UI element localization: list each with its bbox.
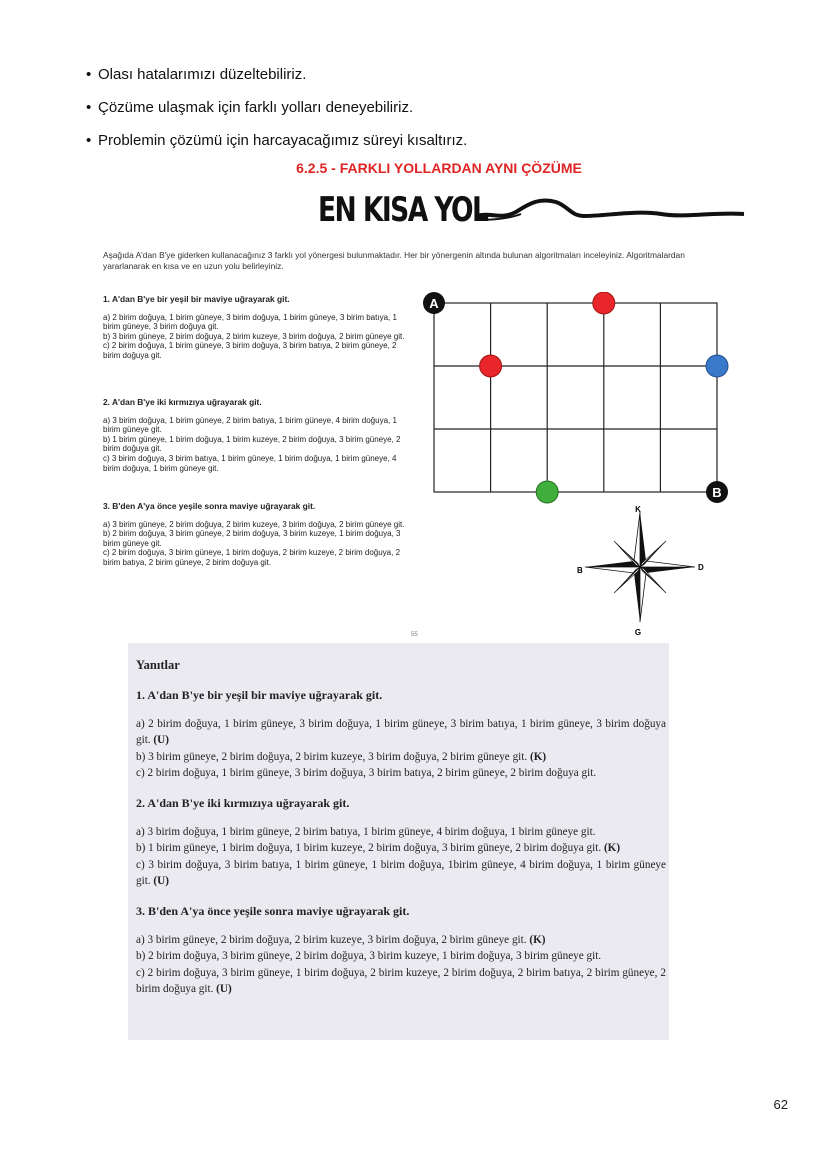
question-option: b) 1 birim güneye, 1 birim doğuya, 1 birim kuzeye, 2 birim doğuya, 3 birim güneye, 2 birim doğuya git. <box>103 434 401 454</box>
grid-lines <box>434 303 717 492</box>
answer-group-1 <box>136 687 666 781</box>
bullet-list <box>86 58 786 157</box>
intro-text: Aşağıda A'dan B'ye giderken kullanacağınız 3 farklı yol yönergesi bulunmaktadır. Her bir yönergenin altında bulunan algoritmaları inceleyiniz. Algoritmalardan yararlanarak en kısa ve en uzun yolu belirleyiniz. <box>103 250 685 271</box>
compass-icon <box>570 503 710 638</box>
answers-heading: Yanıtlar <box>136 658 180 672</box>
point-a-label: A <box>429 296 439 311</box>
answer-question: 2. A'dan B'ye iki kırmızıya uğrayarak git. <box>136 796 350 811</box>
question-option: c) 2 birim doğuya, 3 birim güneye, 1 birim doğuya, 2 birim kuzeye, 2 birim doğuya, 2 birim batıya, 2 birim güneye, 2 birim doğuya git. <box>103 548 401 567</box>
red-dot-left <box>480 355 502 377</box>
inner-page-number: 55 <box>411 632 418 638</box>
question-2 <box>103 398 408 473</box>
point-b-label: B <box>712 485 722 500</box>
answer-option: c) 2 birim doğuya, 3 birim güneye, 1 birim doğuya, 2 birim kuzeye, 2 birim doğuya, 2 birim batıya, 2 birim güneye, 2 birim doğuya git. (U) <box>136 966 666 996</box>
answers-box <box>128 643 669 1040</box>
answer-option: c) 2 birim doğuya, 1 birim güneye, 3 birim doğuya, 3 birim batıya, 2 birim güneye, 2 birim doğuya git. <box>136 767 597 780</box>
compass-west: B <box>577 566 583 575</box>
question-option: a) 3 birim güneye, 2 birim doğuya, 2 birim kuzeye, 3 birim doğuya, 2 birim güneye git. <box>103 519 405 529</box>
bullet-text: Problemin çözümü için harcayacağımız süreyi kısaltırız. <box>98 132 468 149</box>
road-squiggle-icon <box>316 190 746 234</box>
question-3 <box>103 502 408 568</box>
question-title: 2. A'dan B'ye iki kırmızıya uğrayarak git. <box>103 397 262 407</box>
answer-option: a) 2 birim doğuya, 1 birim güneye, 3 birim doğuya, 1 birim güneye, 3 birim batıya, 1 birim güneye, 3 birim doğuya git. (U) <box>136 717 666 747</box>
answer-option: b) 3 birim güneye, 2 birim doğuya, 2 birim kuzeye, 3 birim doğuya, 2 birim güneye git. (K) <box>136 750 547 763</box>
question-option: b) 2 birim doğuya, 3 birim güneye, 2 birim doğuya, 3 birim kuzeye, 1 birim doğuya, 3 birim güneye git. <box>103 529 401 548</box>
route-grid <box>420 292 740 507</box>
headline-text: EN KISA YOL <box>318 190 488 230</box>
page-number: 62 <box>773 1097 788 1112</box>
bullet-item: • Çözüme ulaşmak için farklı yolları deneyebiliriz. <box>86 99 414 116</box>
question-title: 1. A'dan B'ye bir yeşil bir maviye uğrayarak git. <box>103 294 290 304</box>
answer-group-3 <box>136 903 666 997</box>
headline <box>316 190 746 234</box>
bullet-text: Olası hatalarımızı düzeltebiliriz. <box>98 66 307 83</box>
section-title: 6.2.5 - FARKLI YOLLARDAN AYNI ÇÖZÜME <box>296 160 582 176</box>
bullet-item: • Olası hatalarımızı düzeltebiliriz. <box>86 66 307 83</box>
answer-question: 1. A'dan B'ye bir yeşil bir maviye uğrayarak git. <box>136 688 383 703</box>
answer-option: a) 3 birim güneye, 2 birim doğuya, 2 birim kuzeye, 3 birim doğuya, 2 birim güneye git. (K) <box>136 933 546 946</box>
answer-option: a) 3 birim doğuya, 1 birim güneye, 2 birim batıya, 1 birim güneye, 4 birim doğuya, 1 birim güneye git. <box>136 825 596 838</box>
compass-rose <box>570 503 710 638</box>
question-option: c) 2 birim doğuya, 1 birim güneye, 3 birim doğuya, 3 birim batıya, 2 birim güneye, 2 birim doğuya git. <box>103 341 397 360</box>
answer-question: 3. B'den A'ya önce yeşile sonra maviye uğrayarak git. <box>136 904 410 919</box>
compass-north: K <box>635 505 641 514</box>
grid-border <box>434 303 717 492</box>
compass-south: G <box>634 628 642 637</box>
question-option: c) 3 birim doğuya, 3 birim batıya, 1 birim güneye, 1 birim doğuya, 1 birim güneye, 4 birim doğuya, 1 birim güneye git. <box>103 453 397 473</box>
answer-option: c) 3 birim doğuya, 3 birim batıya, 1 birim güneye, 1 birim doğuya, 1birim güneye, 4 birim doğuya, 1 birim güneye git. (U) <box>136 858 666 888</box>
bullet-item: • Problemin çözümü için harcayacağımız süreyi kısaltırız. <box>86 132 468 149</box>
red-dot-top <box>593 292 615 314</box>
question-1 <box>103 295 408 361</box>
answer-option: b) 2 birim doğuya, 3 birim güneye, 2 birim doğuya, 3 birim kuzeye, 1 birim doğuya, 3 birim güneye git. <box>136 950 602 963</box>
answer-option: b) 1 birim güneye, 1 birim doğuya, 1 birim kuzeye, 2 birim doğuya, 3 birim güneye, 2 birim doğuya git. (K) <box>136 842 621 855</box>
bullet-text: Çözüme ulaşmak için farklı yolları deneyebiliriz. <box>98 99 414 116</box>
question-option: b) 3 birim güneye, 2 birim doğuya, 2 birim kuzeye, 3 birim doğuya, 2 birim güneye git. <box>103 331 405 341</box>
question-option: a) 2 birim doğuya, 1 birim güneye, 3 birim doğuya, 1 birim güneye, 3 birim batıya, 1 birim güneye, 3 birim doğuya git. <box>103 312 397 332</box>
blue-dot <box>706 355 728 377</box>
question-title: 3. B'den A'ya önce yeşile sonra maviye uğrayarak git. <box>103 501 316 511</box>
green-dot <box>536 481 558 503</box>
compass-east: D <box>698 563 704 572</box>
answer-group-2 <box>136 795 666 889</box>
question-option: a) 3 birim doğuya, 1 birim güneye, 2 birim batıya, 1 birim güneye, 4 birim doğuya, 1 birim güneye git. <box>103 415 397 435</box>
route-grid-svg <box>420 292 740 507</box>
